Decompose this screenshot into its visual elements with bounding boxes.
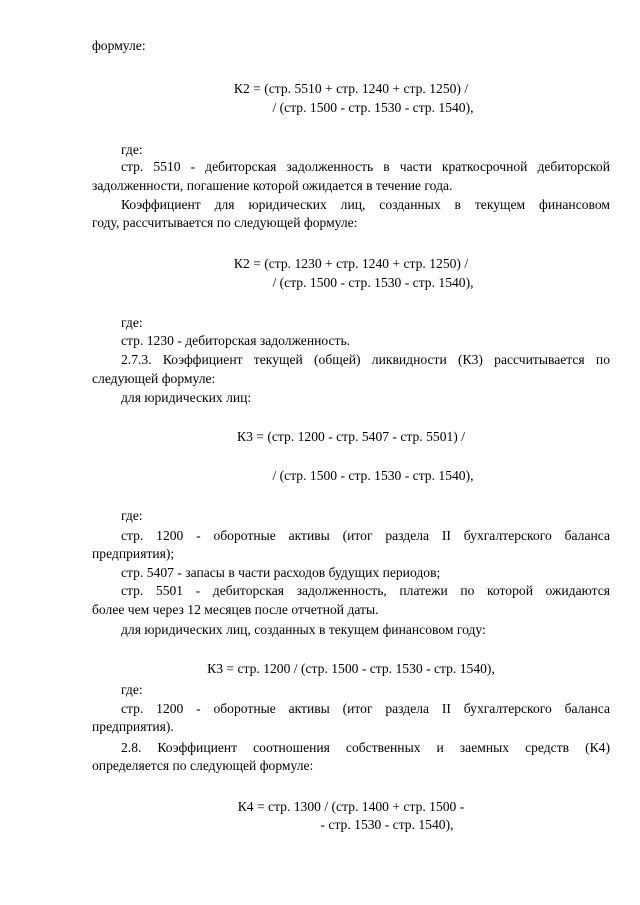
formula-line: К2 = (стр. 1230 + стр. 1240 + стр. 1250) / bbox=[233, 256, 469, 271]
formula-line: К3 = (стр. 1200 - стр. 5407 - стр. 5501) / bbox=[237, 429, 465, 444]
text-line: стр. 5501 - дебиторская задолженность, платежи по которой ожидаются bbox=[121, 583, 610, 598]
text-line: году, рассчитывается по следующей формуле: bbox=[92, 215, 358, 230]
formula-line: К3 = стр. 1200 / (стр. 1500 - стр. 1530 - стр. 1540), bbox=[207, 661, 495, 676]
text-line: предприятия); bbox=[92, 546, 175, 561]
text-line: где: bbox=[121, 142, 143, 157]
text-line: стр. 1200 - оборотные активы (итог раздела II бухгалтерского баланса bbox=[121, 701, 610, 716]
text-line: стр. 5407 - запасы в части расходов будущих периодов; bbox=[121, 565, 441, 580]
text-line: где: bbox=[121, 682, 143, 697]
text-line: 2.7.3. Коэффициент текущей (общей) ликвидности (К3) рассчитывается по bbox=[121, 352, 610, 367]
text-line: Коэффициент для юридических лиц, созданных в текущем финансовом bbox=[121, 197, 610, 212]
text-line: определяется по следующей формуле: bbox=[92, 758, 314, 773]
text-line: где: bbox=[121, 508, 143, 523]
formula-line: К2 = (стр. 5510 + стр. 1240 + стр. 1250) / bbox=[233, 81, 469, 96]
formula-line: / (стр. 1500 - стр. 1530 - стр. 1540), bbox=[272, 100, 474, 115]
text-line: где: bbox=[121, 315, 143, 330]
text-line: 2.8. Коэффициент соотношения собственных и заемных средств (К4) bbox=[121, 740, 610, 755]
text-line: для юридических лиц, созданных в текущем финансовом году: bbox=[121, 622, 486, 637]
text-line: стр. 1200 - оборотные активы (итог раздела II бухгалтерского баланса bbox=[121, 528, 610, 543]
text-line: формуле: bbox=[92, 38, 146, 53]
text-line: задолженности, погашение которой ожидается в течение года. bbox=[92, 178, 453, 193]
text-line: следующей формуле: bbox=[92, 371, 216, 386]
formula-line: - стр. 1530 - стр. 1540), bbox=[320, 817, 454, 832]
text-line: для юридических лиц: bbox=[121, 390, 252, 405]
text-line: предприятия). bbox=[92, 719, 174, 734]
text-line: более чем через 12 месяцев после отчетной даты. bbox=[92, 602, 379, 617]
formula-line: / (стр. 1500 - стр. 1530 - стр. 1540), bbox=[272, 468, 474, 483]
formula-line: К4 = стр. 1300 / (стр. 1400 + стр. 1500 - bbox=[237, 799, 465, 814]
text-line: стр. 1230 - дебиторская задолженность. bbox=[121, 333, 351, 348]
text-line: стр. 5510 - дебиторская задолженность в части краткосрочной дебиторской bbox=[121, 159, 610, 174]
formula-line: / (стр. 1500 - стр. 1530 - стр. 1540), bbox=[272, 275, 474, 290]
